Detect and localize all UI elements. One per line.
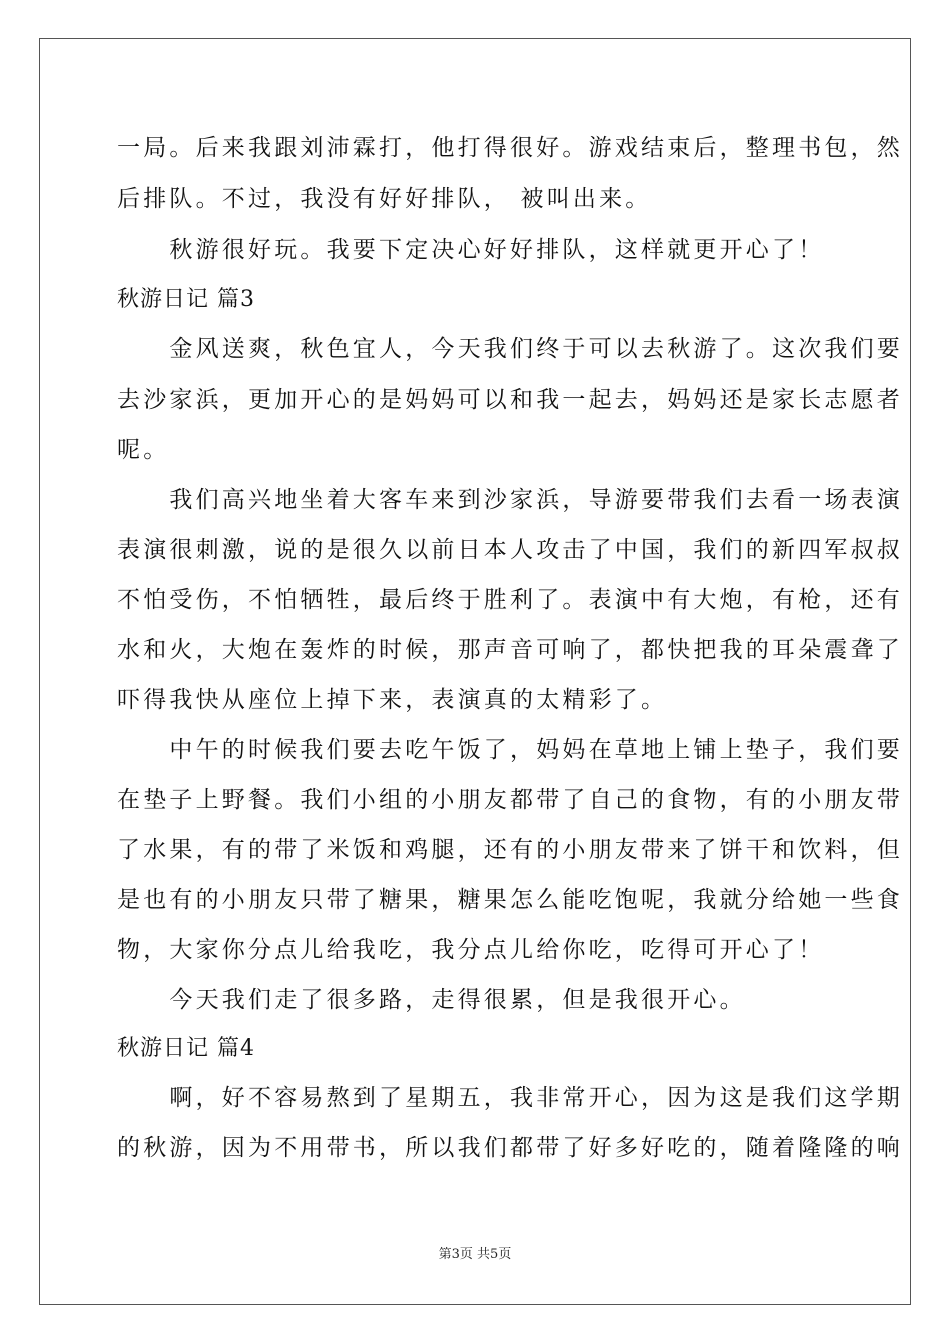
text-line: 在垫子上野餐。我们小组的小朋友都带了自己的食物，有的小朋友带 [117, 787, 903, 813]
text-line: 啊，好不容易熬到了星期五，我非常开心，因为这是我们这学期 [117, 1085, 903, 1111]
text-line: 吓得我快从座位上掉下来，表演真的太精彩了。 [117, 687, 668, 713]
page-number-footer: 第3页 共5页 [438, 1247, 512, 1262]
text-line: 的秋游，因为不用带书，所以我们都带了好多好吃的，随着隆隆的响 [117, 1135, 903, 1161]
text-line: 一局。后来我跟刘沛霖打，他打得很好。游戏结束后，整理书包，然 [117, 135, 903, 161]
text-line: 今天我们走了很多路，走得很累，但是我很开心。 [117, 987, 746, 1013]
text-line: 呢。 [117, 437, 170, 463]
text-line: 表演很刺激，说的是很久以前日本人攻击了中国，我们的新四军叔叔 [117, 537, 903, 563]
text-line: 物，大家你分点儿给我吃，我分点儿给你吃，吃得可开心了！ [117, 937, 825, 963]
text-line: 金风送爽，秋色宜人，今天我们终于可以去秋游了。这次我们要 [117, 336, 903, 362]
text-line: 不怕受伤，不怕牺牲，最后终于胜利了。表演中有大炮，有枪，还有 [117, 587, 903, 613]
text-line: 我们高兴地坐着大客车来到沙家浜，导游要带我们去看一场表演 [117, 487, 903, 513]
page-border [39, 38, 911, 1305]
text-line: 了水果，有的带了米饭和鸡腿，还有的小朋友带来了饼干和饮料，但 [117, 837, 903, 863]
text-line: 后排队。不过，我没有好好排队， 被叫出来。 [117, 186, 652, 212]
text-line: 是也有的小朋友只带了糖果，糖果怎么能吃饱呢，我就分给她一些食 [117, 887, 903, 913]
text-line: 秋游很好玩。我要下定决心好好排队，这样就更开心了！ [117, 237, 825, 263]
section-heading: 秋游日记 篇4 [117, 1036, 255, 1061]
section-heading: 秋游日记 篇3 [117, 287, 255, 312]
text-line: 中午的时候我们要去吃午饭了，妈妈在草地上铺上垫子，我们要 [117, 737, 903, 763]
text-line: 去沙家浜，更加开心的是妈妈可以和我一起去，妈妈还是家长志愿者 [117, 387, 903, 413]
text-line: 水和火，大炮在轰炸的时候，那声音可响了，都快把我的耳朵震聋了 [117, 637, 903, 663]
